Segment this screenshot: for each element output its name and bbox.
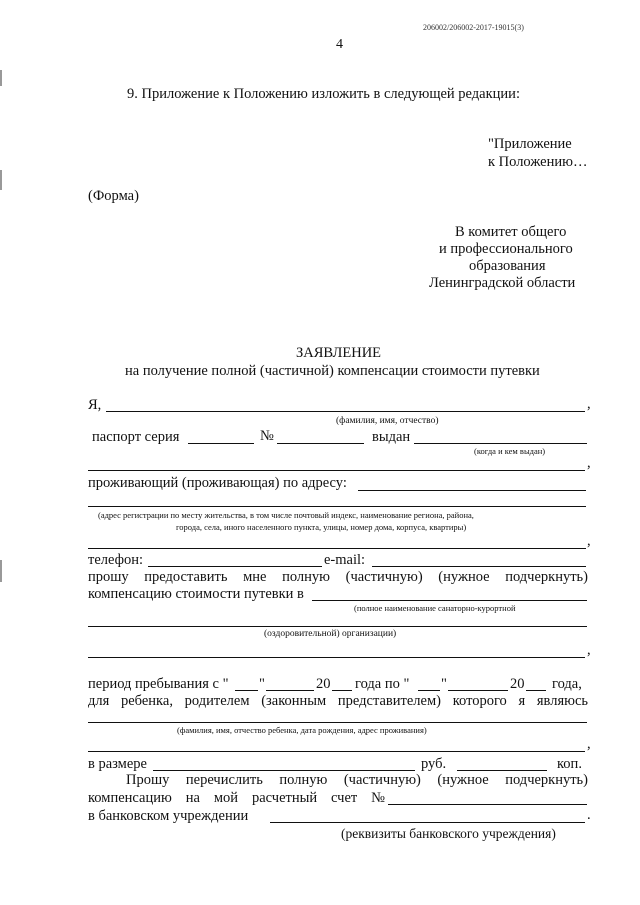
child-field[interactable]	[88, 722, 587, 723]
label-goda: года,	[552, 676, 582, 692]
comma: ,	[587, 455, 591, 471]
end-year-field[interactable]	[526, 690, 546, 691]
comma: ,	[587, 736, 591, 752]
scan-edge-mark	[0, 70, 2, 86]
label-email: e-mail:	[324, 552, 366, 568]
sanatorium-field-3[interactable]	[88, 657, 585, 658]
year-prefix: 20	[510, 676, 525, 692]
statement-subtitle: на получение полной (частичной) компенсации стоимости путевки	[125, 363, 540, 379]
addressee-line-4: Ленинградской области	[429, 275, 576, 291]
fio-field[interactable]	[106, 411, 585, 412]
address-hint-1: (адрес регистрации по месту жительства, в том числе почтовый индекс, наименование региона, района,	[98, 510, 474, 520]
addressee-line-2: и профессионального	[439, 241, 573, 257]
quote: "	[441, 676, 447, 692]
label-address: проживающий (проживающая) по адресу:	[88, 475, 347, 491]
child-hint: (фамилия, имя, отчество ребенка, дата рождения, адрес проживания)	[177, 725, 427, 735]
end-month-field[interactable]	[448, 690, 508, 691]
address-hint-2: города, села, иного населенного пункта, улицы, номер дома, корпуса, квартиры)	[176, 522, 467, 532]
addressee-line-3: образования	[469, 258, 546, 274]
sanatorium-hint-1: (полное наименование санаторно-курортной	[354, 603, 516, 613]
fio-hint: (фамилия, имя, отчество)	[336, 416, 439, 426]
statement-title: ЗАЯВЛЕНИЕ	[296, 345, 382, 361]
transfer-line-2: компенсацию на мой расчетный счет №	[88, 790, 385, 806]
comma: ,	[587, 396, 591, 412]
start-month-field[interactable]	[266, 690, 314, 691]
bank-field[interactable]	[270, 822, 585, 823]
addressee-line-1: В комитет общего	[455, 224, 567, 240]
label-period-start: период пребывания с "	[88, 676, 229, 692]
issued-hint: (когда и кем выдан)	[474, 446, 546, 456]
end-day-field[interactable]	[418, 690, 440, 691]
label-issued: выдан	[372, 429, 411, 445]
page-number: 4	[336, 37, 343, 52]
sanatorium-field-2[interactable]	[88, 626, 587, 627]
address-field[interactable]	[358, 490, 586, 491]
scan-edge-mark	[0, 170, 2, 190]
passport-number-field[interactable]	[277, 443, 364, 444]
label-passport-series: паспорт серия	[92, 429, 180, 445]
issued-by-field[interactable]	[414, 443, 587, 444]
comma: ,	[587, 642, 591, 658]
email-field[interactable]	[372, 566, 586, 567]
appendix-line-2: к Положению…	[488, 154, 588, 170]
label-ya: Я,	[88, 397, 102, 413]
child-field-2[interactable]	[88, 751, 585, 752]
rub-field[interactable]	[153, 770, 415, 771]
transfer-line-1: Прошу перечислить полную (частичную) (нужное подчеркнуть)	[126, 772, 588, 788]
comma: ,	[587, 533, 591, 549]
passport-series-field[interactable]	[188, 443, 254, 444]
account-field[interactable]	[388, 804, 587, 805]
scan-edge-mark	[0, 560, 2, 582]
bank-hint: (реквизиты банковского учреждения)	[341, 826, 556, 841]
label-number-sign: №	[260, 428, 274, 444]
address-field-2[interactable]	[88, 506, 586, 507]
label-kop: коп.	[557, 756, 582, 772]
label-amount: в размере	[88, 756, 147, 772]
sanatorium-hint-2: (оздоровительной) организации)	[264, 629, 397, 639]
child-line: для ребенка, родителем (законным представителем) которого я являюсь	[88, 693, 588, 709]
item-9-text: 9. Приложение к Положению изложить в следующей редакции:	[127, 86, 520, 102]
request-line-1: прошу предоставить мне полную (частичную) (нужное подчеркнуть)	[88, 569, 588, 585]
label-rub: руб.	[421, 756, 447, 772]
request-line-2: компенсацию стоимости путевки в	[88, 586, 304, 602]
year-prefix: 20	[316, 676, 331, 692]
appendix-line-1: "Приложение	[488, 136, 572, 152]
phone-field[interactable]	[148, 566, 322, 567]
period-mark: .	[587, 807, 591, 823]
label-goda-po: года по "	[355, 676, 410, 692]
quote: "	[259, 676, 265, 692]
label-phone: телефон:	[88, 552, 144, 568]
address-field-3[interactable]	[88, 548, 586, 549]
start-year-field[interactable]	[332, 690, 352, 691]
form-label: (Форма)	[88, 188, 139, 204]
start-day-field[interactable]	[235, 690, 258, 691]
sanatorium-field[interactable]	[312, 600, 587, 601]
kop-field[interactable]	[457, 770, 547, 771]
issued-by-field-cont[interactable]	[88, 470, 585, 471]
document-number: 206002/206002-2017-19015(3)	[423, 23, 524, 32]
label-bank: в банковском учреждении	[88, 808, 249, 824]
